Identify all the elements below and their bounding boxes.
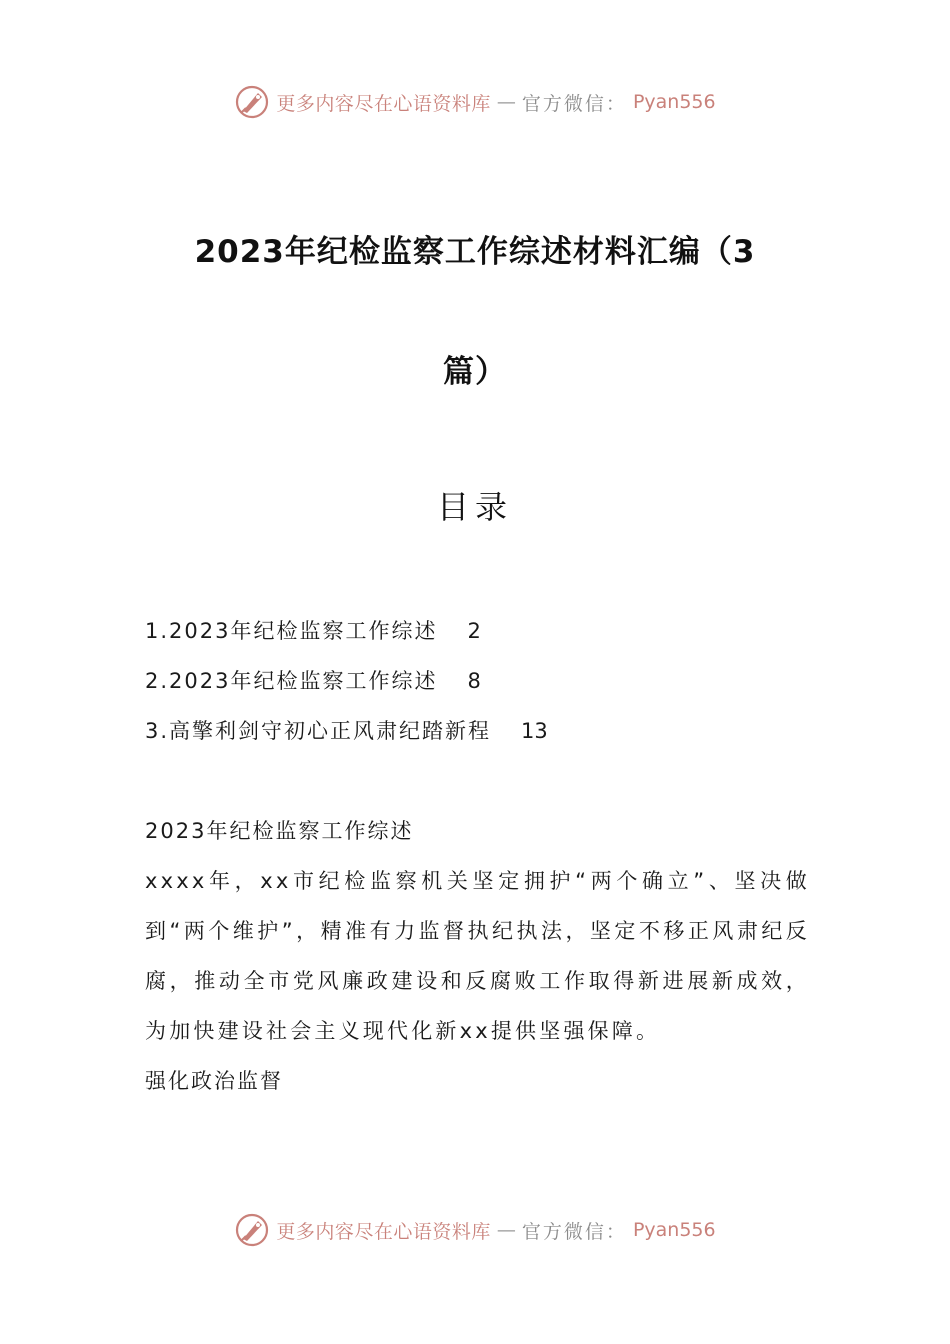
toc-item[interactable] — [145, 614, 548, 664]
toc-item-label: 2.2023年纪检监察工作综述 — [145, 669, 438, 693]
toc-item-page: 2 — [467, 619, 481, 643]
toc-list — [145, 614, 548, 764]
watermark-text: 更多内容尽在心语资料库 — [276, 1220, 491, 1243]
watermark-separator: — — [496, 91, 516, 113]
watermark-text: 更多内容尽在心语资料库 — [276, 92, 491, 115]
document-title-line-2: 篇） — [443, 354, 507, 390]
toc-item[interactable] — [145, 664, 548, 714]
watermark-id: Pyan556 — [632, 91, 716, 113]
watermark-separator: — — [496, 1219, 516, 1241]
document-title-line-1: 2023年纪检监察工作综述材料汇编（3 — [194, 234, 756, 270]
footer-watermark — [0, 1210, 950, 1250]
toc-item-label: 3.高擎利剑守初心正风肃纪踏新程 — [145, 719, 492, 743]
header-watermark — [0, 82, 950, 122]
section-subheading: 强化政治监督 — [145, 1069, 283, 1093]
document-body — [145, 814, 810, 1098]
toc-item-page: 13 — [521, 719, 548, 743]
pen-nib-logo-icon — [234, 84, 270, 120]
watermark-official: 官方微信： — [521, 1220, 627, 1243]
section-heading: 2023年纪检监察工作综述 — [145, 819, 414, 843]
watermark-official: 官方微信： — [521, 92, 627, 115]
pen-nib-logo-icon — [234, 1212, 270, 1248]
toc-item-label: 1.2023年纪检监察工作综述 — [145, 619, 438, 643]
body-paragraph: xxxx年，xx市纪检监察机关坚定拥护“两个确立”、坚决做到“两个维护”，精准有力监督执纪执法，坚定不移正风肃纪反腐，推动全市党风廉政建设和反腐败工作取得新进展新成效，为加快建设社会主义现代化新xx提供坚强保障。 — [145, 869, 810, 1043]
toc-item[interactable] — [145, 714, 548, 764]
watermark-id: Pyan556 — [632, 1219, 716, 1241]
toc-item-page: 8 — [467, 669, 481, 693]
toc-heading: 目录 — [436, 488, 513, 526]
